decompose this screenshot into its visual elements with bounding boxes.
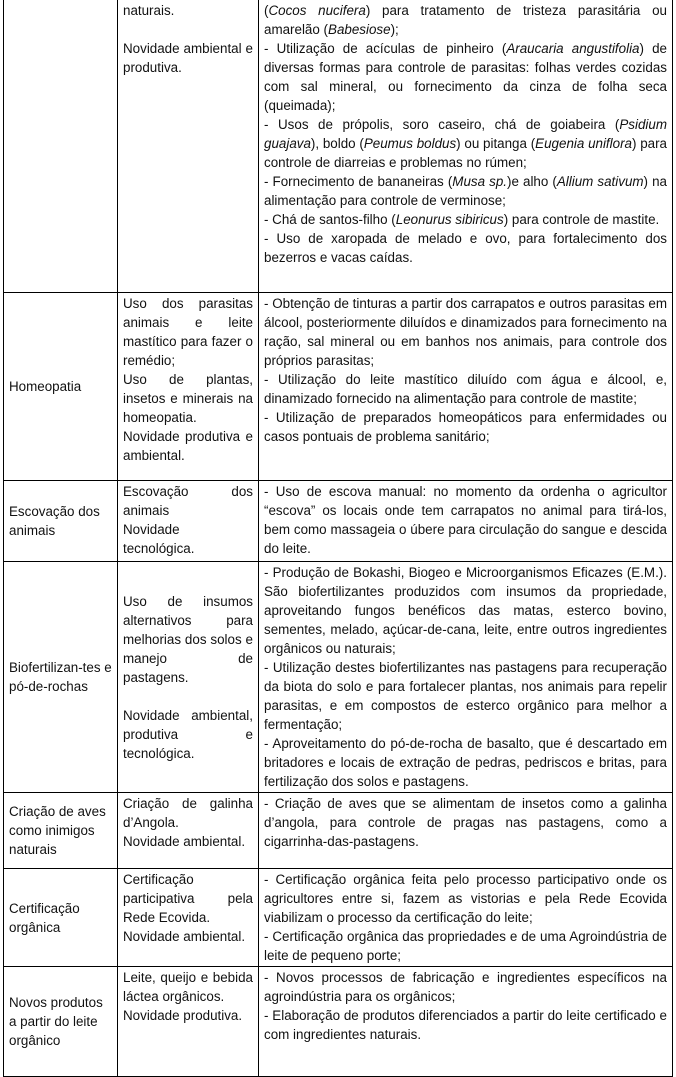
category-cell: Certificação orgânica	[4, 869, 118, 967]
practice-text: Escovação dos animais	[123, 484, 253, 518]
text-segment: (	[264, 3, 269, 18]
practice-text: Novidade produtiva.	[123, 1008, 243, 1023]
detail-item	[264, 408, 667, 446]
text-segment: - Certificação orgânica das propriedades e de uma Agroindústria de leite de pequeno porte;	[264, 929, 667, 963]
species-name: Leonurus sibiricus	[395, 212, 504, 227]
detail-item	[264, 210, 667, 229]
category-cell: Biofertilizan-tes e pó-de-rochas	[4, 562, 118, 793]
text-segment: - Utilização de acículas de pinheiro (	[264, 41, 507, 56]
text-segment: - Produção de Bokashi, Biogeo e Microorganismos Eficazes (E.M.). São biofertilizantes produzidos com insumos da propriedade, aproveitando fungos benéficos das matas, esterco bovino, sementes, melado, açúcar-de-cana, leite, entre outros ingredientes orgânicos ou naturais;	[264, 565, 667, 656]
detail-item	[264, 968, 667, 1006]
category-cell	[4, 0, 118, 293]
practice-text: Uso dos parasitas animais e leite mastítico para fazer o remédio;	[123, 296, 253, 368]
details-cell	[259, 967, 673, 1077]
category-cell: Criação de aves como inimigos naturais	[4, 793, 118, 869]
table-row	[4, 793, 673, 869]
text-segment: ) para tratamento de tristeza parasitária ou amarelão (	[264, 3, 667, 37]
species-name: Peumus boldus	[363, 136, 457, 151]
practice-text: naturais.	[123, 3, 175, 18]
text-segment: - Utilização de preparados homeopáticos para enfermidades ou casos pontuais de problema sanitário;	[264, 410, 667, 444]
practice-cell	[118, 293, 259, 481]
detail-item	[264, 39, 667, 115]
text-segment: ), boldo (	[310, 136, 364, 151]
details-cell	[259, 293, 673, 481]
detail-item	[264, 229, 667, 267]
detail-item	[264, 370, 667, 408]
text-segment: - Fornecimento de bananeiras (	[264, 174, 453, 189]
text-segment: - Criação de aves que se alimentam de insetos como a galinha d’angola, para controle de pragas nas pastagens, como a cigarrinha-das-pastagens.	[264, 796, 667, 849]
detail-item	[264, 563, 667, 658]
text-segment: ) na alimentação para controle de verminose;	[264, 174, 667, 208]
text-segment: - Novos processos de fabricação e ingredientes específicos na agroindústria para os orgânicos;	[264, 970, 667, 1004]
practice-text: Novidade ambiental, produtiva e tecnológica.	[123, 707, 253, 761]
practice-text: Novidade ambiental.	[123, 929, 246, 944]
text-segment: - Utilização destes biofertilizantes nas pastagens para recuperação da biota do solo e para fortalecer plantas, nos animais para repelir parasitas, e em compostos de esterco orgânico para melhor a fermentação;	[264, 660, 667, 732]
detail-item	[264, 734, 667, 791]
text-segment: - Chá de santos-filho (	[264, 212, 396, 227]
text-segment: - Usos de própolis, soro caseiro, chá de goiabeira (	[264, 117, 620, 132]
table-row	[4, 869, 673, 967]
detail-item	[264, 172, 667, 210]
text-segment: ) para controle de mastite.	[503, 212, 660, 227]
category-cell: Escovação dos animais	[4, 481, 118, 562]
species-name: Cocos nucifera	[268, 3, 366, 18]
practice-cell	[118, 481, 259, 562]
detail-item	[264, 294, 667, 370]
detail-item	[264, 658, 667, 734]
table-body	[4, 0, 673, 1077]
details-cell	[259, 481, 673, 562]
category-cell: Homeopatia	[4, 293, 118, 481]
practice-cell	[118, 869, 259, 967]
practice-cell	[118, 0, 259, 293]
text-segment: )e alho (	[507, 174, 557, 189]
species-name: Araucaria angustifolia	[506, 41, 640, 56]
details-cell	[259, 0, 673, 293]
table-row	[4, 562, 673, 793]
details-cell	[259, 793, 673, 869]
practice-cell	[118, 967, 259, 1077]
text-segment: - Elaboração de produtos diferenciados a partir do leite certificado e com ingredientes naturais.	[264, 1008, 667, 1042]
species-name: Allium sativum	[556, 174, 644, 189]
text-segment: ) para controle de diarreias e problemas no rúmen;	[264, 136, 667, 170]
text-segment: ) de diversas formas para controle de parasitas: folhas verdes cozidas com sal mineral, ou fornecimento da cinza de folha seca (queimada);	[264, 41, 667, 113]
text-segment: - Certificação orgânica feita pelo processo participativo onde os agricultores entre si, fazem as vistorias e pela Rede Ecovida viabilizam o processo da certificação do leite;	[264, 872, 667, 925]
practice-text: Uso de insumos alternativos para melhorias dos solos e manejo de pastagens.	[123, 593, 253, 685]
practice-text: Leite, queijo e bebida láctea orgânicos.	[123, 970, 253, 1004]
practice-cell	[118, 562, 259, 793]
species-name: Musa sp.	[452, 174, 507, 189]
text-segment: - Aproveitamento do pó-de-rocha de basalto, que é descartado em britadores e locais de extração de pedras, pedriscos e britas, para fertilização dos solos e pastagens.	[264, 736, 667, 789]
text-segment: );	[390, 22, 399, 37]
detail-item	[264, 1, 667, 39]
practices-table	[3, 0, 673, 1077]
practice-text: Novidade ambiental.	[123, 834, 246, 849]
detail-item	[264, 1006, 667, 1044]
table-row	[4, 293, 673, 481]
detail-item	[264, 870, 667, 927]
text-segment: - Uso de xaropada de melado e ovo, para fortalecimento dos bezerros e vacas caídas.	[264, 231, 667, 265]
detail-item	[264, 482, 667, 558]
text-segment: ) ou pitanga (	[456, 136, 536, 151]
details-cell	[259, 562, 673, 793]
detail-item	[264, 927, 667, 965]
text-segment: - Utilização do leite mastítico diluído com água e álcool, e, dinamizado fornecido na alimentação para controle de mastite;	[264, 372, 667, 406]
practice-text: Novidade produtiva e ambiental.	[123, 429, 253, 463]
practice-cell	[118, 793, 259, 869]
species-name: Babesiose	[328, 22, 391, 37]
practice-text: Uso de plantas, insetos e minerais na homeopatia.	[123, 372, 253, 425]
practice-text: Certificação participativa pela Rede Ecovida.	[123, 872, 253, 925]
text-segment: - Obtenção de tinturas a partir dos carrapatos e outros parasitas em álcool, posteriormente diluídos e dinamizados para fornecimento na ração, sal mineral ou em banhos nos animais, para controle dos próprios parasitas;	[264, 296, 667, 368]
practice-text: Novidade ambiental e produtiva.	[123, 41, 253, 75]
details-cell	[259, 869, 673, 967]
practice-text: Novidade tecnológica.	[123, 522, 195, 556]
detail-item	[264, 115, 667, 172]
text-segment: - Uso de escova manual: no momento da ordenha o agricultor “escova” os locais onde tem carrapatos no animal para tirá-los, bem como massageia o úbere para circulação do sangue e descida do leite.	[264, 484, 667, 556]
species-name: Psidium guajava	[264, 117, 667, 151]
detail-item	[264, 794, 667, 851]
table-row	[4, 967, 673, 1077]
species-name: Eugenia uniflora	[535, 136, 632, 151]
practice-text: Criação de galinha d’Angola.	[123, 796, 253, 830]
category-cell: Novos produtos a partir do leite orgânico	[4, 967, 118, 1077]
table-row	[4, 481, 673, 562]
table-row	[4, 0, 673, 293]
